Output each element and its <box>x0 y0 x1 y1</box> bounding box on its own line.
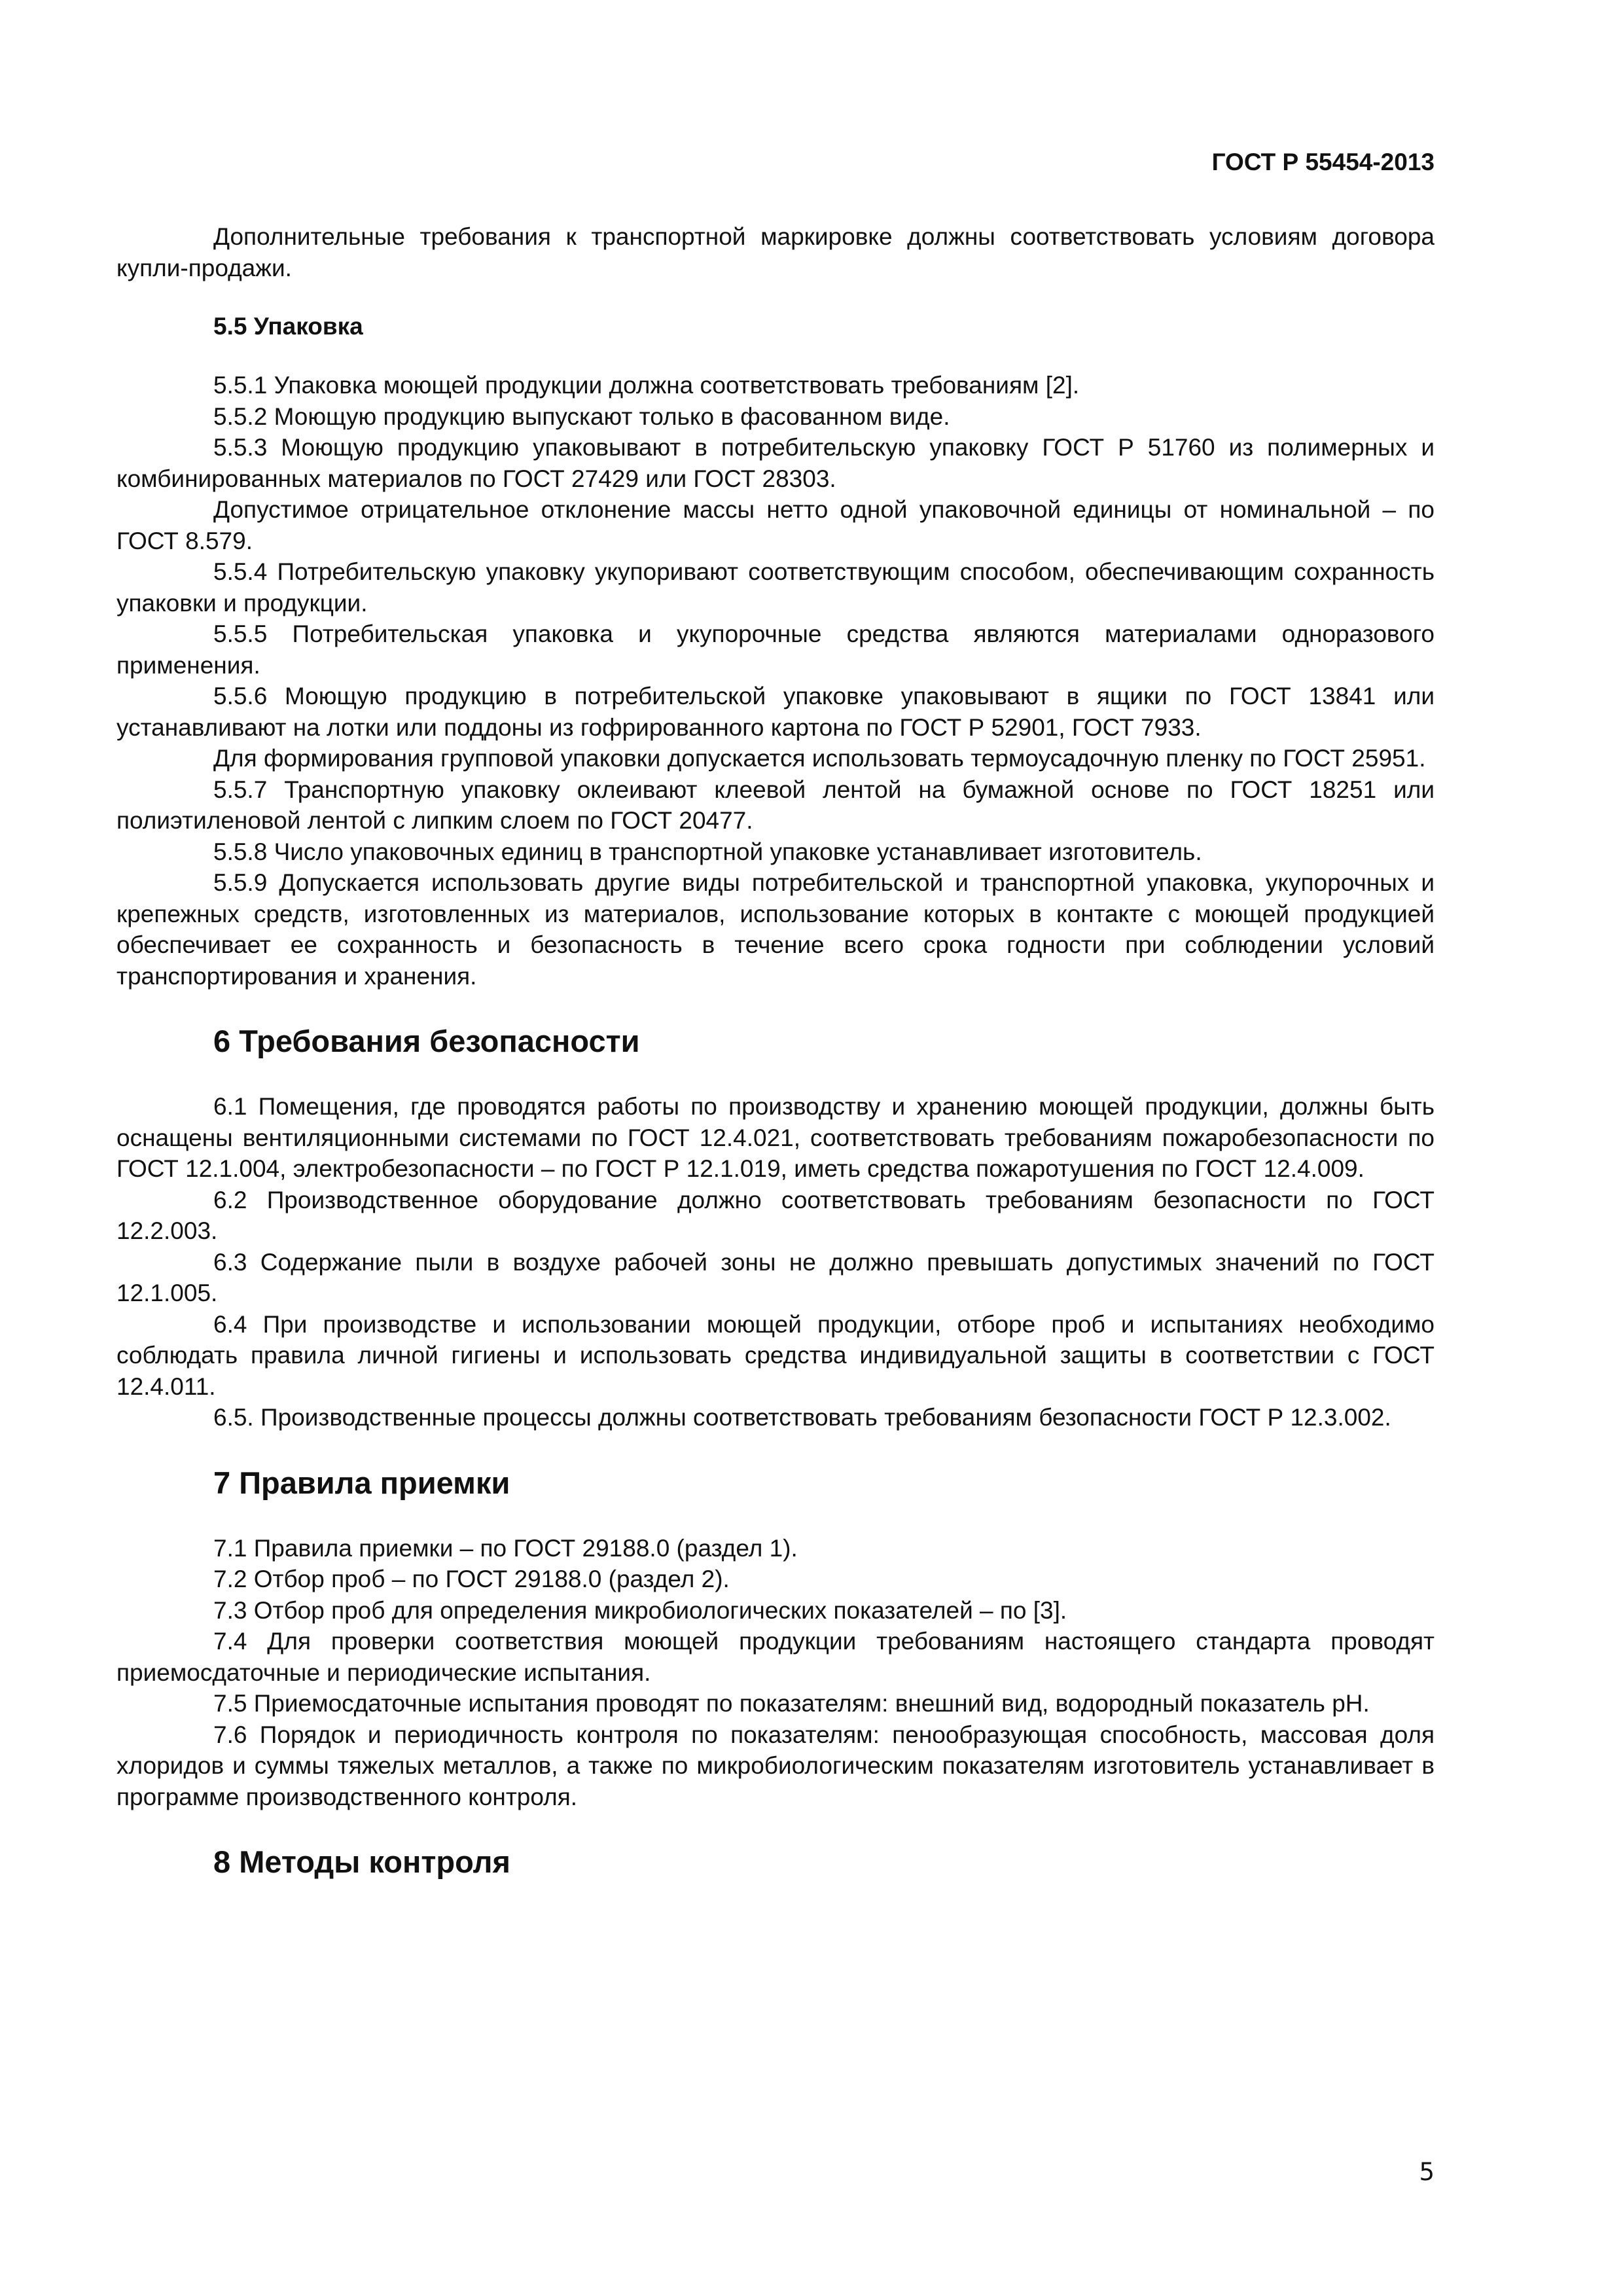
paragraph-7-6: 7.6 Порядок и периодичность контроля по показателям: пенообразующая способность, массовая доля хлоридов и суммы тяжелых металлов, а также по микробиологическим показателям изготовитель устанавливает в программе производственного контроля. <box>116 1721 1435 1810</box>
paragraph-7-2: 7.2 Отбор проб – по ГОСТ 29188.0 (раздел 2). <box>213 1566 730 1592</box>
paragraph-6-1: 6.1 Помещения, где проводятся работы по производству и хранению моющей продукции, должны быть оснащены вентиляционными системами по ГОСТ 12.4.021, соответствовать требованиям пожаробезопасности по ГОСТ 12.1.004, электробезопасности – по ГОСТ Р 12.1.019, иметь средства пожаротушения по ГОСТ 12.4.009. <box>116 1093 1435 1182</box>
document-id-header: ГОСТ Р 55454-2013 <box>1211 149 1435 175</box>
intro-paragraph: Дополнительные требования к транспортной маркировке должны соответствовать условиям договора купли-продажи. <box>116 223 1435 281</box>
paragraph-5-5-8: 5.5.8 Число упаковочных единиц в транспортной упаковке устанавливает изготовитель. <box>213 838 1202 865</box>
paragraph-5-5-1: 5.5.1 Упаковка моющей продукции должна соответствовать требованиям [2]. <box>213 372 1080 399</box>
paragraph-5-5-3: 5.5.3 Моющую продукцию упаковывают в потребительскую упаковку ГОСТ Р 51760 из полимерных и комбинированных материалов по ГОСТ 27429 или ГОСТ 28303. <box>116 434 1435 492</box>
paragraph-7-1: 7.1 Правила приемки – по ГОСТ 29188.0 (раздел 1). <box>213 1534 798 1562</box>
paragraph-7-4: 7.4 Для проверки соответствия моющей продукции требованиям настоящего стандарта проводят приемосдаточные и периодические испытания. <box>116 1628 1435 1686</box>
paragraph-5-5-5: 5.5.5 Потребительская упаковка и укупорочные средства являются материалами одноразового применения. <box>116 620 1435 679</box>
paragraph-5-5-3-tolerance: Допустимое отрицательное отклонение массы нетто одной упаковочной единицы от номинальной – по ГОСТ 8.579. <box>116 496 1435 554</box>
paragraph-6-5: 6.5. Производственные процессы должны соответствовать требованиям безопасности ГОСТ Р 12.3.002. <box>213 1404 1391 1431</box>
paragraph-5-5-7: 5.5.7 Транспортную упаковку оклеивают клеевой лентой на бумажной основе по ГОСТ 18251 или полиэтиленовой лентой с липким слоем по ГОСТ 20477. <box>116 776 1435 834</box>
paragraph-5-5-9: 5.5.9 Допускается использовать другие виды потребительской и транспортной упаковка, укупорочных и крепежных средств, изготовленных из материалов, использование которых в контакте с моющей продукцией обеспечивает ее сохранность и безопасность в течение всего срока годности при соблюдении условий транспортирования и хранения. <box>116 869 1435 990</box>
section-title-7: 7 Правила приемки <box>213 1465 510 1500</box>
page-number: 5 <box>1419 2158 1435 2186</box>
paragraph-5-5-4: 5.5.4 Потребительскую упаковку укупоривают соответствующим способом, обеспечивающим сохранность упаковки и продукции. <box>116 558 1435 617</box>
paragraph-6-4: 6.4 При производстве и использовании моющей продукции, отборе проб и испытаниях необходимо соблюдать правила личной гигиены и использовать средства индивидуальной защиты в соответствии с ГОСТ 12.4.011. <box>116 1310 1435 1400</box>
paragraph-5-5-6: 5.5.6 Моющую продукцию в потребительской упаковке упаковывают в ящики по ГОСТ 13841 или устанавливают на лотки или поддоны из гофрированного картона по ГОСТ Р 52901, ГОСТ 7933. <box>116 683 1435 741</box>
paragraph-7-3: 7.3 Отбор проб для определения микробиологических показателей – по [3]. <box>213 1596 1067 1624</box>
section-title-6: 6 Требования безопасности <box>213 1024 640 1058</box>
paragraph-5-5-6-group-pack: Для формирования групповой упаковки допускается использовать термоусадочную пленку по ГОСТ 25951. <box>213 745 1426 772</box>
paragraph-6-2: 6.2 Производственное оборудование должно соответствовать требованиям безопасности по ГОСТ 12.2.003. <box>116 1186 1435 1244</box>
section-title-8: 8 Методы контроля <box>213 1844 510 1879</box>
paragraph-7-5: 7.5 Приемосдаточные испытания проводят по показателям: внешний вид, водородный показатель рН. <box>213 1690 1370 1717</box>
subsection-title-5-5: 5.5 Упаковка <box>213 313 363 340</box>
paragraph-5-5-2: 5.5.2 Моющую продукцию выпускают только в фасованном виде. <box>213 403 950 430</box>
paragraph-6-3: 6.3 Содержание пыли в воздухе рабочей зоны не должно превышать допустимых значений по ГОСТ 12.1.005. <box>116 1248 1435 1306</box>
